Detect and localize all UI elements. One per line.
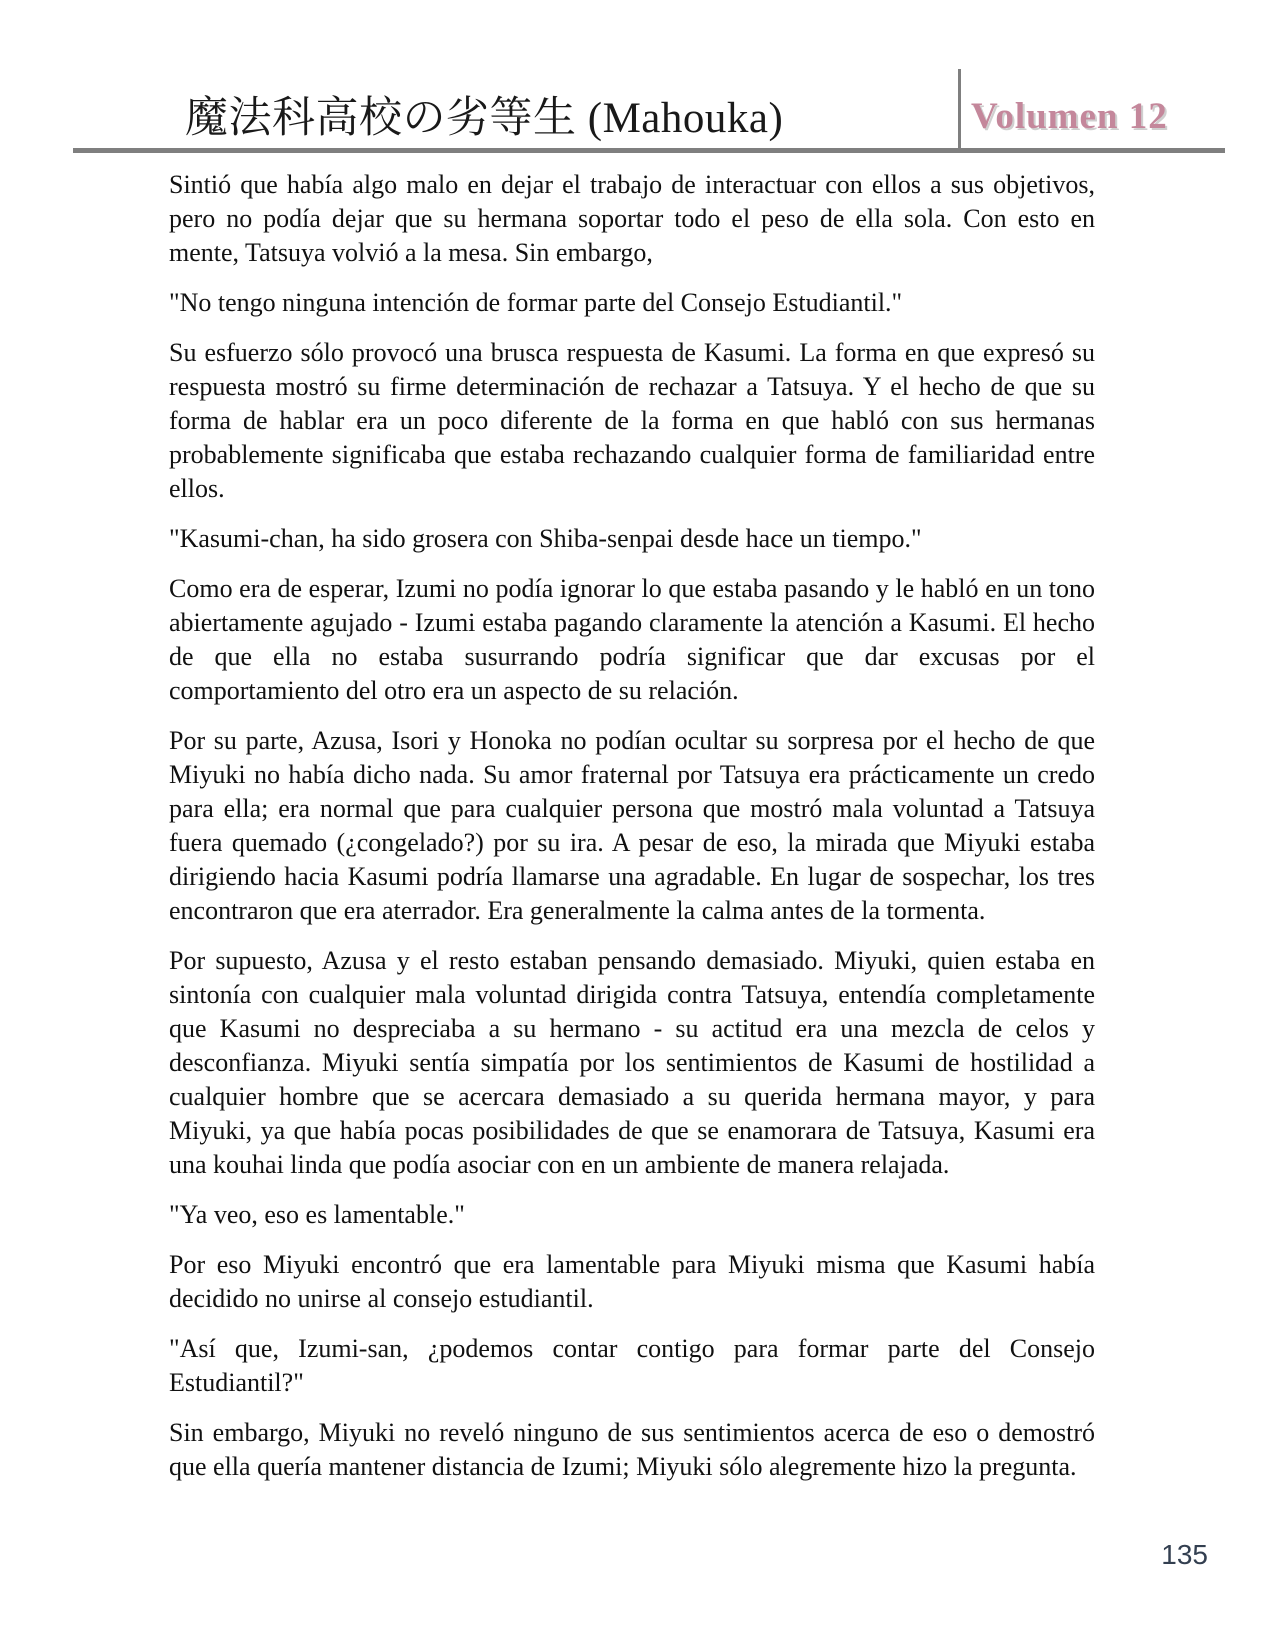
paragraph: Por su parte, Azusa, Isori y Honoka no podían ocultar su sorpresa por el hecho de que Miyuki no había dicho nada. Su amor fraternal por Tatsuya era prácticamente un credo para ella; era normal que para cualquier persona que mostró mala voluntad a Tatsuya fuera quemado (¿congelado?) por su ira. A pesar de eso, la mirada que Miyuki estaba dirigiendo hacia Kasumi podría llamarse una agradable. En lugar de sospechar, los tres encontraron que era aterrador. Era generalmente la calma antes de la tormenta. [169,726,1095,925]
paragraph: Sintió que había algo malo en dejar el trabajo de interactuar con ellos a sus objetivos, pero no podía dejar que su hermana soportar todo el peso de ella sola. Con esto en mente, Tatsuya volvió a la mesa. Sin embargo, [169,170,1095,267]
book-title: 魔法科高校の劣等生 (Mahouka) [185,95,784,142]
paragraph: "Así que, Izumi-san, ¿podemos contar contigo para formar parte del Consejo Estudiantil?" [169,1334,1095,1397]
page-body [169,168,1095,1500]
paragraph: Por supuesto, Azusa y el resto estaban pensando demasiado. Miyuki, quien estaba en sintonía con cualquier mala voluntad dirigida contra Tatsuya, entendía completamente que Kasumi no despreciaba a su hermano - su actitud era una mezcla de celos y desconfianza. Miyuki sentía simpatía por los sentimientos de Kasumi de hostilidad a cualquier hombre que se acercara demasiado a su querida hermana mayor, y para Miyuki, ya que había pocas posibilidades de que se enamorara de Tatsuya, Kasumi era una kouhai linda que podía asociar con en un ambiente de manera relajada. [169,946,1095,1179]
paragraph: "No tengo ninguna intención de formar parte del Consejo Estudiantil." [169,288,903,317]
paragraph: "Ya veo, eso es lamentable." [169,1200,465,1229]
paragraph: Sin embargo, Miyuki no reveló ninguno de sus sentimientos acerca de eso o demostró que ella quería mantener distancia de Izumi; Miyuki sólo alegremente hizo la pregunta. [169,1418,1095,1481]
header-vertical-divider [958,69,961,148]
paragraph: Como era de esperar, Izumi no podía ignorar lo que estaba pasando y le habló en un tono abiertamente agujado - Izumi estaba pagando claramente la atención a Kasumi. El hecho de que ella no estaba susurrando podría significar que dar excusas por el comportamiento del otro era un aspecto de su relación. [169,574,1095,705]
paragraph: "Kasumi-chan, ha sido grosera con Shiba-senpai desde hace un tiempo." [169,524,922,553]
page-header [73,0,1225,153]
volume-label: Volumen 12 [971,96,1168,137]
paragraph: Por eso Miyuki encontró que era lamentable para Miyuki misma que Kasumi había decidido no unirse al consejo estudiantil. [169,1250,1095,1313]
paragraph: Su esfuerzo sólo provocó una brusca respuesta de Kasumi. La forma en que expresó su respuesta mostró su firme determinación de rechazar a Tatsuya. Y el hecho de que su forma de hablar era un poco diferente de la forma en que habló con sus hermanas probablemente significaba que estaba rechazando cualquier forma de familiaridad entre ellos. [169,338,1095,503]
page-number: 135 [1161,1539,1208,1570]
